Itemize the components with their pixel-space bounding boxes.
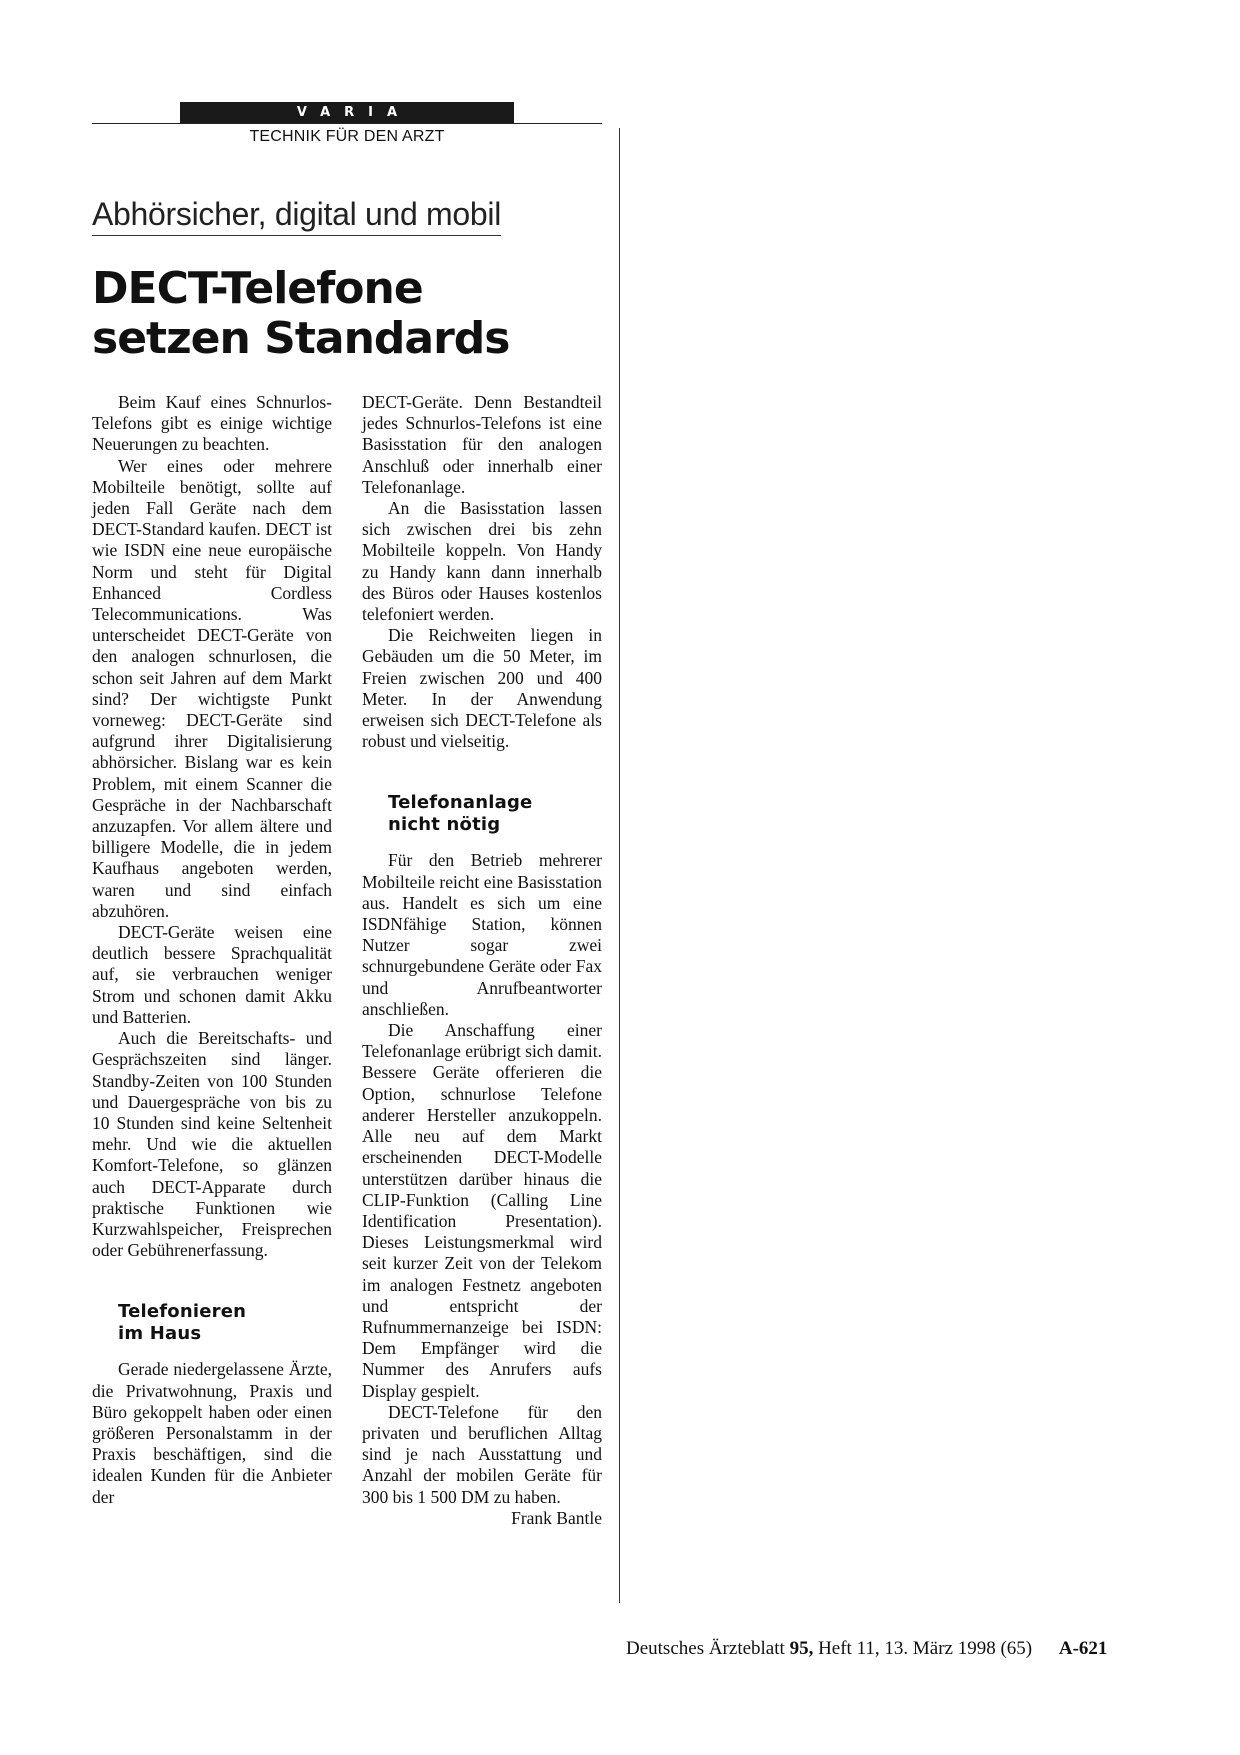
paragraph: An die Basisstation lassen sich zwischen drei bis zehn Mobilteile koppeln. Von Handy zu Handy kann dann innerhalb des Büros oder Hauses kostenlos telefoniert werden. bbox=[362, 498, 602, 625]
volume: 95, bbox=[789, 1638, 814, 1659]
section-label: VARIA bbox=[180, 102, 514, 123]
left-column bbox=[92, 392, 332, 1508]
issue-info: Heft 11, 13. März 1998 (65) bbox=[818, 1638, 1033, 1659]
paragraph: Auch die Bereitschafts- und Gesprächszeiten sind länger. Standby-Zeiten von 100 Stunden und Dauergespräche von bis zu 10 Stunden sind keine Seltenheit mehr. Und wie die aktuellen Komfort-Telefone, so glänzen auch DECT-Apparate durch praktische Funktionen wie Kurzwahlspeicher, Freisprechen oder Gebührenerfassung. bbox=[92, 1028, 332, 1261]
headline-line-2: setzen Standards bbox=[92, 313, 510, 364]
subhead bbox=[388, 792, 602, 836]
paragraph: Die Reichweiten liegen in Gebäuden um die 50 Meter, im Freien zwischen 200 und 400 Meter. In der Anwendung erweisen sich DECT-Telefone als robust und vielseitig. bbox=[362, 625, 602, 752]
subhead-line-2: nicht nötig bbox=[388, 814, 501, 836]
journal-name: Deutsches Ärzteblatt bbox=[626, 1638, 785, 1659]
header-rule bbox=[92, 123, 602, 124]
paragraph: Beim Kauf eines Schnurlos-Telefons gibt es einige wichtige Neuerungen zu beachten. bbox=[92, 392, 332, 455]
headline-line-1: DECT-Telefone bbox=[92, 263, 423, 314]
page-number: A-621 bbox=[1058, 1638, 1108, 1659]
paragraph-text: DECT-Telefone für den privaten und beruflichen Alltag sind je nach Ausstattung und Anzahl der mobilen Geräte für 300 bis 1 500 DM zu haben. bbox=[362, 1401, 602, 1507]
kicker: Abhörsicher, digital und mobil bbox=[92, 196, 501, 236]
column-rule bbox=[619, 128, 620, 1603]
rubric: TECHNIK FÜR DEN ARZT bbox=[249, 128, 445, 145]
paragraph: Für den Betrieb mehrerer Mobilteile reicht eine Basisstation aus. Handelt es sich um eine ISDNfähige Station, können Nutzer sogar zwei schnurgebundene Geräte oder Fax und Anrufbeantworter anschließen. bbox=[362, 850, 602, 1019]
paragraph: DECT-Geräte weisen eine deutlich bessere Sprachqualität auf, sie verbrauchen weniger Strom und schonen damit Akku und Batterien. bbox=[92, 922, 332, 1027]
paragraph: Gerade niedergelassene Ärzte, die Privatwohnung, Praxis und Büro gekoppelt haben oder einen größeren Personalstamm in der Praxis beschäftigen, sind die idealen Kunden für die Anbieter der bbox=[92, 1359, 332, 1507]
subhead bbox=[118, 1301, 332, 1345]
subhead-line-1: Telefonanlage bbox=[388, 792, 533, 814]
page-footer bbox=[626, 1638, 1136, 1660]
paragraph-with-author bbox=[362, 1401, 602, 1528]
paragraph: Wer eines oder mehrere Mobilteile benötigt, sollte auf jeden Fall Geräte nach dem DECT-Standard kaufen. DECT ist wie ISDN eine neue europäische Norm und steht für Digital Enhanced Cordless Telecommunications. Was unterscheidet DECT-Geräte von den analogen schnurlosen, die schon seit Jahren auf dem Markt sind? Der wichtigste Punkt vorneweg: DECT-Geräte sind aufgrund ihrer Digitalisierung abhörsicher. Bislang war es kein Problem, mit einem Scanner die Gespräche in der Nachbarschaft anzuzapfen. Vor allem ältere und billigere Modelle, die in jedem Kaufhaus angeboten werden, waren und sind einfach abzuhören. bbox=[92, 455, 332, 921]
headline bbox=[92, 264, 509, 364]
subhead-line-2: im Haus bbox=[118, 1323, 202, 1345]
author: Frank Bantle bbox=[511, 1507, 602, 1528]
paragraph: Die Anschaffung einer Telefonanlage erübrigt sich damit. Bessere Geräte offerieren die Option, schnurlose Telefone anderer Hersteller anzukoppeln. Alle neu auf dem Markt erscheinenden DECT-Modelle unterstützen darüber hinaus die CLIP-Funktion (Calling Line Identification Presentation). Dieses Leistungsmerkmal wird seit kurzer Zeit von der Telekom im analogen Festnetz angeboten und entspricht der Rufnummernanzeige bei ISDN: Dem Empfänger wird die Nummer des Anrufers aufs Display gespielt. bbox=[362, 1020, 602, 1401]
paragraph: DECT-Geräte. Denn Bestandteil jedes Schnurlos-Telefons ist eine Basisstation für den analogen Anschluß oder innerhalb einer Telefonanlage. bbox=[362, 392, 602, 497]
subhead-line-1: Telefonieren bbox=[118, 1301, 247, 1323]
right-column bbox=[362, 392, 602, 1529]
